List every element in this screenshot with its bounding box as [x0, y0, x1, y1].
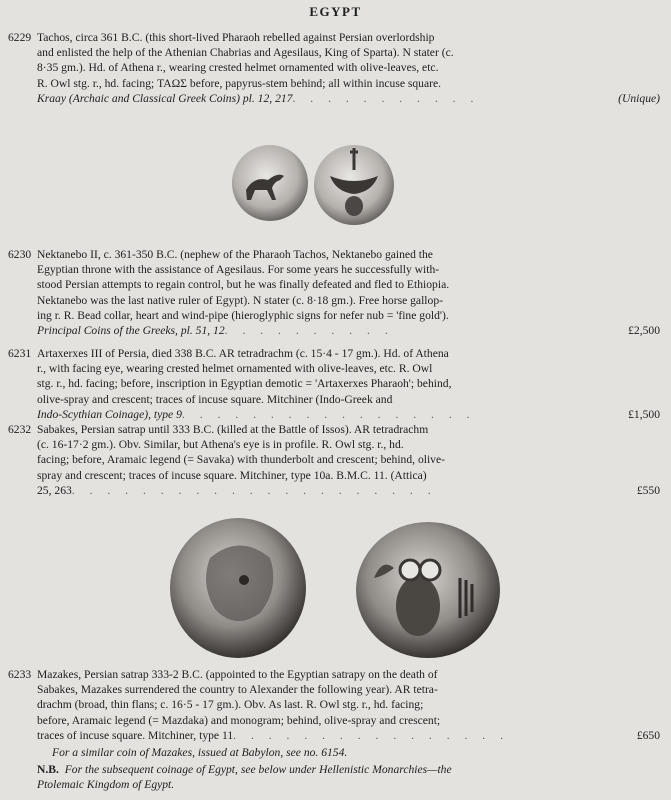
nb-note	[37, 762, 662, 792]
entry-6231: 6231 Artaxerxes III of Persia, died 338 B.C. AR tetradrachm (c. 15·4 - 17 gm.). Hd. of Athena r., with facing eye, wearing crested helmet ornamented with olive-leaves, etc. R. Owl stg. r., hd. facing; before, inscription in Egyptian demotic = 'Artaxerxes Pharaoh'; behind, olive-spray and crescent; traces of incuse square. Mitchiner (Indo-Greek and Indo-Scythian Coinage), type 9 . . . . . . . . . . . . . . . . . £1,500	[8, 347, 660, 421]
entry-line: Nektanebo II, c. 361-350 B.C. (nephew of the Pharaoh Tachos, Nektanebo gained the	[37, 248, 433, 261]
price: (Unique)	[618, 91, 660, 105]
entry-line: drachm (broad, thin flans; c. 16·5 - 17 gm.). Obv. As last. R. Owl stg. r., hd. facing;	[37, 698, 424, 712]
entry-number: 6233	[8, 668, 32, 681]
price: £2,500	[628, 324, 660, 338]
entry-line: Tachos, circa 361 B.C. (this short-lived Pharaoh rebelled against Persian overlordship	[37, 31, 435, 44]
entry-6230: 6230 Nektanebo II, c. 361-350 B.C. (nephew of the Pharaoh Tachos, Nektanebo gained the Egyptian throne with the assistance of Agesilaus. For some years he successfully with- stood Persian attempts to regain control, but he was finally defeated and fled to Ethiopia. Nektanebo was the last native ruler of Egypt). N stater (c. 8·18 gm.). Free horse gallop- ing r. R. Bead collar, heart and wind-pipe (hieroglyphic signs for nefer nub = 'fine gold'). Principal Coins of the Greeks, pl. 51, 12 . . . . . . . . . . £2,500	[8, 248, 660, 338]
nb-label: N.B.	[37, 763, 59, 776]
entry-6229: 6229 Tachos, circa 361 B.C. (this short-lived Pharaoh rebelled against Persian overlordship and enlisted the help of the Athenian Chabrias and Agesilaus, King of Sparta). N stater (c. 8·35 gm.). Hd. of Athena r., wearing crested helmet ornamented with olive-leaves, etc. R. Owl stg. r., hd. facing; ΤΑΩΣ before, papyrus-stem behind; all within incuse square. Kraay (Archaic and Classical Greek Coins) pl. 12, 217 . . . . . . . . . . . (Unique)	[8, 31, 660, 105]
entry-6233: 6233 Mazakes, Persian satrap 333-2 B.C. (appointed to the Egyptian satrapy on the death of Sabakes, Mazakes surrendered the country to Alexander the following year). AR tetra- drachm (broad, thin flans; c. 16·5 - 17 gm.). Obv. As last. R. Owl stg. r., hd. facing; before, Aramaic legend (= Mazdaka) and monogram; behind, olive-spray and crescent; traces of incuse square. Mitchiner, type 11 . . . . . . . . . . . . . . . . £650	[8, 668, 660, 742]
entry-line: 8·35 gm.). Hd. of Athena r., wearing crested helmet ornamented with olive-leaves, etc.	[37, 61, 439, 75]
coin-photo-sabakes	[160, 518, 510, 658]
entry-line: Sabakes, Mazakes surrendered the country to Alexander the following year). AR tetra-	[37, 683, 438, 697]
entry-line: Artaxerxes III of Persia, died 338 B.C. AR tetradrachm (c. 15·4 - 17 gm.). Hd. of Athena	[37, 347, 449, 360]
cross-reference-note: For a similar coin of Mazakes, issued at Babylon, see no. 6154.	[52, 746, 348, 759]
entry-reference: traces of incuse square. Mitchiner, type 11	[37, 728, 234, 742]
entry-line: ing r. R. Bead collar, heart and wind-pipe (hieroglyphic signs for nefer nub = 'fine gold').	[37, 308, 449, 322]
heart-motif	[345, 196, 363, 216]
entry-number: 6230	[8, 248, 32, 261]
entry-number: 6231	[8, 347, 32, 360]
owl-eye-left	[400, 560, 420, 580]
entry-line: Egyptian throne with the assistance of Agesilaus. For some years he successfully with-	[37, 263, 440, 277]
nb-text: For the subsequent coinage of Egypt, see below under Hellenistic Monarchies—the	[64, 763, 452, 776]
owl-eye-right	[420, 560, 440, 580]
entry-reference: 25, 263	[37, 483, 72, 497]
entry-reference: Kraay (Archaic and Classical Greek Coins) pl. 12, 217	[37, 91, 293, 105]
entry-line: before, Aramaic legend (= Mazdaka) and monogram; behind, olive-spray and crescent;	[37, 713, 441, 727]
owl-body-motif	[396, 576, 440, 636]
entry-line: stg. r., hd. facing; before, inscription in Egyptian demotic = 'Artaxerxes Pharaoh'; behind,	[37, 377, 452, 391]
entry-line: r., with facing eye, wearing crested helmet ornamented with olive-leaves, etc. R. Owl	[37, 362, 433, 376]
nb-text-2: Ptolemaic Kingdom of Egypt.	[37, 778, 175, 792]
entry-reference: Indo-Scythian Coinage), type 9	[37, 407, 182, 421]
page-title: EGYPT	[309, 4, 362, 19]
entry-line: spray and crescent; traces of incuse square. Mitchiner, type 10a. B.M.C. 11. (Attica)	[37, 468, 427, 482]
entry-line: olive-spray and crescent; traces of incuse square. Mitchiner (Indo-Greek and	[37, 392, 393, 406]
entry-reference: Principal Coins of the Greeks, pl. 51, 12	[37, 324, 225, 338]
coin-photo-tachos	[226, 138, 406, 228]
price: £550	[636, 483, 660, 497]
entry-6232: 6232 Sabakes, Persian satrap until 333 B.C. (killed at the Battle of Issos). AR tetradrachm (c. 16-17·2 gm.). Obv. Similar, but Athena's eye is in profile. R. Owl stg. r., hd. facing; before, Aramaic legend (= Savaka) with thunderbolt and crescent; behind, olive- spray and crescent; traces of incuse square. Mitchiner, type 10a. B.M.C. 11. (Attica) 25, 263 . . . . . . . . . . . . . . . . . . . . . £550	[8, 423, 660, 497]
entry-line: Nektanebo was the last native ruler of Egypt). N stater (c. 8·18 gm.). Free horse gallop-	[37, 293, 443, 307]
price: £1,500	[628, 407, 660, 421]
eye-motif	[239, 575, 249, 585]
entry-line: Mazakes, Persian satrap 333-2 B.C. (appointed to the Egyptian satrapy on the death of	[37, 668, 438, 681]
entry-line: stood Persian attempts to regain control, but he was finally defeated and fled to Ethiopia.	[37, 278, 450, 292]
entry-line: facing; before, Aramaic legend (= Savaka) with thunderbolt and crescent; behind, olive-	[37, 453, 445, 467]
entry-line: and enlisted the help of the Athenian Chabrias and Agesilaus, King of Sparta). N stater (c.	[37, 46, 454, 60]
entry-line: R. Owl stg. r., hd. facing; ΤΑΩΣ before, papyrus-stem behind; all within incuse square.	[37, 76, 442, 90]
entry-number: 6232	[8, 423, 32, 436]
entry-line: (c. 16-17·2 gm.). Obv. Similar, but Athena's eye is in profile. R. Owl stg. r., hd.	[37, 438, 404, 452]
price: £650	[636, 728, 660, 742]
entry-line: Sabakes, Persian satrap until 333 B.C. (killed at the Battle of Issos). AR tetradrachm	[37, 423, 429, 436]
entry-number: 6229	[8, 31, 32, 44]
